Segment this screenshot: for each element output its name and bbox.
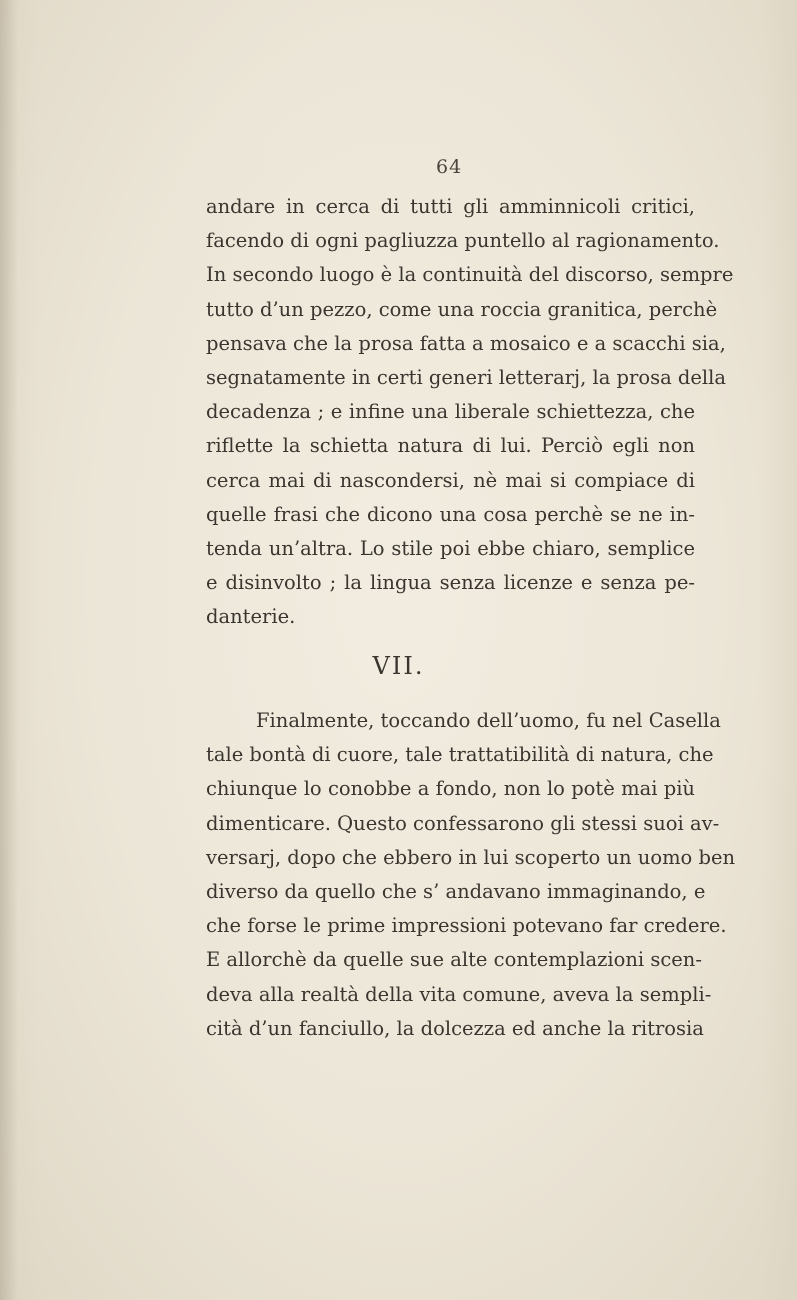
text-line: pensava che la prosa fatta a mosaico e a scacchi sia, <box>206 331 726 355</box>
page-edge-shadow <box>0 0 18 1300</box>
text-line: decadenza ; e infine una liberale schiettezza, che <box>206 400 695 424</box>
text-line: tenda un’altra. Lo stile poi ebbe chiaro, semplice <box>206 536 695 560</box>
text-line: e disinvolto ; la lingua senza licenze e senza pe- <box>206 571 695 595</box>
text-line: tale bontà di cuore, tale trattatibilità di natura, che <box>206 743 714 767</box>
text-line: facendo di ogni pagliuzza puntello al ragionamento. <box>206 229 720 253</box>
text-line: che forse le prime impressioni potevano far credere. <box>206 914 727 938</box>
text-line: quelle frasi che dicono una cosa perchè se ne in- <box>206 502 695 526</box>
text-line: dimenticare. Questo confessarono gli stessi suoi av- <box>206 811 720 835</box>
text-line: versarj, dopo che ebbero in lui scoperto un uomo ben <box>206 845 736 869</box>
text-line: diverso da quello che s’ andavano immaginando, e <box>206 879 706 903</box>
text-line: danterie. <box>206 605 296 629</box>
page-number: 64 <box>436 156 463 178</box>
text-line: deva alla realtà della vita comune, aveva la sempli- <box>206 982 712 1006</box>
section-heading: VII. <box>372 652 425 680</box>
text-line: andare in cerca di tutti gli amminnicoli critici, <box>206 195 695 218</box>
text-line: riflette la schietta natura di lui. Perciò egli non <box>206 434 695 458</box>
paragraph-continued <box>206 190 734 634</box>
text-line: Finalmente, toccando dell’uomo, fu nel Casella <box>256 709 721 732</box>
text-line: chiunque lo conobbe a fondo, non lo potè mai più <box>206 777 695 801</box>
paragraph <box>206 704 736 1046</box>
text-line: segnatamente in certi generi letterarj, la prosa della <box>206 365 727 389</box>
text-line: tutto d’un pezzo, come una roccia granitica, perchè <box>206 297 718 321</box>
text-line: E allorchè da quelle sue alte contemplazioni scen- <box>206 948 702 972</box>
text-line: cità d’un fanciullo, la dolcezza ed anche la ritrosia <box>206 1016 704 1040</box>
text-line: cerca mai di nascondersi, nè mai si compiace di <box>206 468 695 492</box>
text-line: In secondo luogo è la continuità del discorso, sempre <box>206 263 734 287</box>
